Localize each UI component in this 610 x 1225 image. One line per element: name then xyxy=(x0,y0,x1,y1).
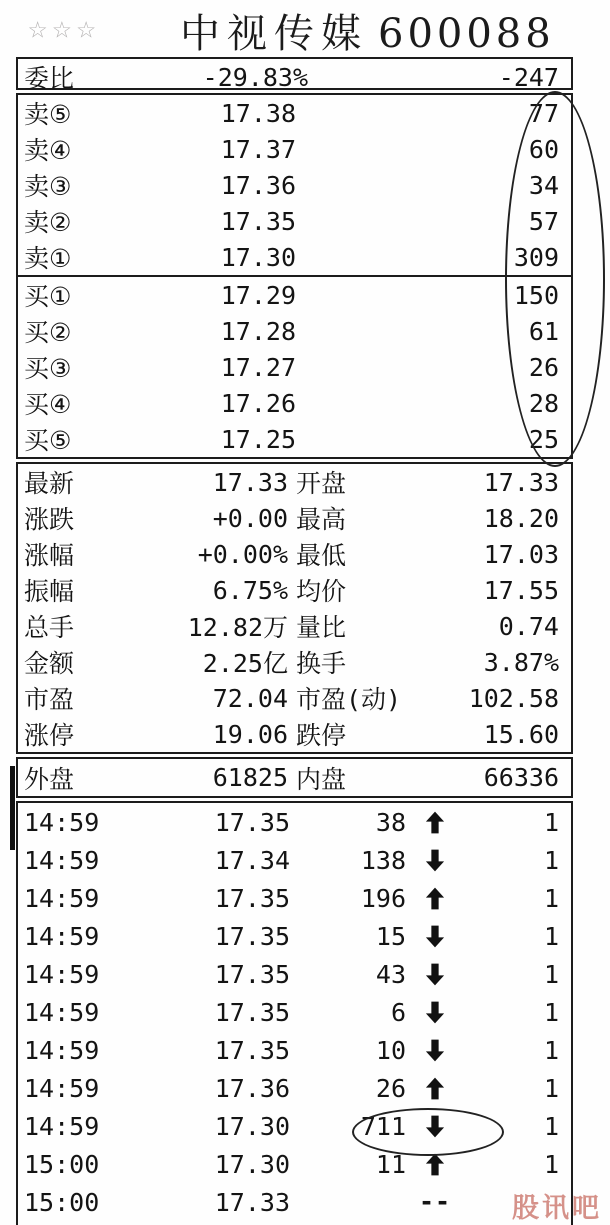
tick-time: 14:59 xyxy=(24,845,100,875)
tick-row[interactable] xyxy=(24,1145,571,1183)
volume: 57 xyxy=(528,206,559,236)
price: 17.37 xyxy=(220,134,296,164)
stat-value-2: 18.20 xyxy=(483,503,559,533)
stat-value-2: 15.60 xyxy=(483,719,559,749)
tick-volume: 6 xyxy=(390,997,406,1027)
tick-count: 1 xyxy=(543,845,559,875)
tick-volume: 138 xyxy=(360,845,406,875)
tick-price: 17.35 xyxy=(214,1035,290,1065)
tick-price: 17.35 xyxy=(214,959,290,989)
outer-label: 外盘 xyxy=(24,764,75,794)
tick-time: 14:59 xyxy=(24,921,100,951)
tick-price: 17.35 xyxy=(214,883,290,913)
inner-label: 内盘 xyxy=(296,764,347,794)
weibi-row[interactable] xyxy=(24,59,571,93)
tick-direction xyxy=(406,1001,464,1024)
tick-volume: 43 xyxy=(375,959,406,989)
level-label: 卖③ xyxy=(24,172,72,201)
stat-label-2: 最高 xyxy=(296,505,347,534)
tick-row[interactable] xyxy=(24,955,571,993)
stat-label-1: 市盈 xyxy=(24,685,75,714)
stat-label-2: 市盈(动) xyxy=(296,685,402,714)
tick-time: 14:59 xyxy=(24,997,100,1027)
stats-row[interactable] xyxy=(24,464,571,500)
volume: 60 xyxy=(528,134,559,164)
stat-value-1: 2.25亿 xyxy=(202,649,288,678)
outer-value: 61825 xyxy=(212,763,288,792)
price: 17.28 xyxy=(220,316,296,346)
stat-value-1: 17.33 xyxy=(212,467,288,497)
up-arrow-icon xyxy=(425,1077,445,1100)
up-arrow-icon xyxy=(425,811,445,834)
tick-price: 17.35 xyxy=(214,997,290,1027)
stat-value-2: 17.03 xyxy=(483,539,559,569)
watermark: 股讯吧 xyxy=(512,1193,602,1224)
stats-row[interactable] xyxy=(24,644,571,680)
stat-label-2: 均价 xyxy=(296,577,347,606)
stat-value-1: +0.00% xyxy=(197,539,288,569)
tick-volume: 11 xyxy=(375,1149,406,1179)
volume: 61 xyxy=(528,316,559,346)
tick-count: 1 xyxy=(543,1035,559,1065)
down-arrow-icon xyxy=(425,963,445,986)
tick-row[interactable] xyxy=(24,803,571,841)
price: 17.30 xyxy=(220,242,296,272)
tick-volume: 38 xyxy=(375,807,406,837)
stats-row[interactable] xyxy=(24,716,571,752)
stock-name: 中视传媒 xyxy=(180,11,368,57)
price: 17.29 xyxy=(220,280,296,310)
inner-outer-row[interactable] xyxy=(24,759,571,796)
buy-row[interactable] xyxy=(18,349,571,385)
tick-row[interactable] xyxy=(24,993,571,1031)
stat-label-1: 总手 xyxy=(24,613,75,642)
weibi-percent: -29.83% xyxy=(202,62,308,92)
sell-row[interactable] xyxy=(18,239,571,275)
level-label: 卖④ xyxy=(24,136,72,165)
volume: 28 xyxy=(528,388,559,418)
stat-label-2: 最低 xyxy=(296,541,347,570)
stat-label-1: 振幅 xyxy=(24,577,75,606)
tick-direction xyxy=(406,925,464,948)
level-label: 买④ xyxy=(24,390,72,419)
tick-price: 17.33 xyxy=(214,1187,290,1217)
tick-row[interactable] xyxy=(24,841,571,879)
tick-volume: 26 xyxy=(375,1073,406,1103)
tick-direction xyxy=(406,849,464,872)
down-arrow-icon xyxy=(425,1039,445,1062)
price: 17.36 xyxy=(220,170,296,200)
tick-direction xyxy=(406,963,464,986)
tick-count: 1 xyxy=(543,997,559,1027)
tick-price: 17.35 xyxy=(214,807,290,837)
tick-count: 1 xyxy=(543,921,559,951)
stats-box xyxy=(16,462,573,754)
tick-count: 1 xyxy=(543,1111,559,1141)
stats-row[interactable] xyxy=(24,572,571,608)
tick-direction xyxy=(406,1153,464,1176)
down-arrow-icon xyxy=(425,925,445,948)
stat-value-2: 17.33 xyxy=(483,467,559,497)
price: 17.26 xyxy=(220,388,296,418)
stats-row[interactable] xyxy=(24,608,571,644)
tick-row[interactable] xyxy=(24,917,571,955)
tick-volume: 10 xyxy=(375,1035,406,1065)
no-direction-dash: -- xyxy=(418,1187,452,1216)
stat-value-1: +0.00 xyxy=(212,503,288,533)
sell-row[interactable] xyxy=(18,95,571,131)
inner-value: 66336 xyxy=(483,763,559,792)
annotation-ellipse-711-tick xyxy=(352,1108,504,1156)
stats-row[interactable] xyxy=(24,500,571,536)
tick-price: 17.34 xyxy=(214,845,290,875)
buy-row[interactable] xyxy=(18,385,571,421)
tick-price: 17.35 xyxy=(214,921,290,951)
tick-price: 17.30 xyxy=(214,1111,290,1141)
weibi-box xyxy=(16,57,573,93)
level-label: 卖② xyxy=(24,208,72,237)
level-label: 卖⑤ xyxy=(24,100,72,129)
price: 17.35 xyxy=(220,206,296,236)
stat-value-2: 17.55 xyxy=(483,575,559,605)
tick-time: 14:59 xyxy=(24,1035,100,1065)
tick-time: 14:59 xyxy=(24,883,100,913)
stat-value-1: 72.04 xyxy=(212,683,288,713)
stat-value-2: 3.87% xyxy=(483,647,559,677)
annotation-ellipse-orderbook-volumes xyxy=(505,91,605,467)
stat-value-1: 6.75% xyxy=(212,575,288,605)
volume: 77 xyxy=(528,98,559,128)
tick-time: 14:59 xyxy=(24,807,100,837)
stat-label-2: 开盘 xyxy=(296,469,347,498)
tick-time: 14:59 xyxy=(24,1111,100,1141)
tick-direction xyxy=(406,1077,464,1100)
tick-count: 1 xyxy=(543,807,559,837)
volume: 34 xyxy=(528,170,559,200)
stats-row[interactable] xyxy=(24,536,571,572)
sell-row[interactable] xyxy=(18,203,571,239)
tick-time: 14:59 xyxy=(24,959,100,989)
buy-row[interactable] xyxy=(18,421,571,457)
weibi-label: 委比 xyxy=(24,64,75,93)
tick-time: 15:00 xyxy=(24,1187,100,1217)
sell-row[interactable] xyxy=(18,167,571,203)
tick-direction xyxy=(406,887,464,910)
level-label: 买② xyxy=(24,318,72,347)
sell-row[interactable] xyxy=(18,131,571,167)
stat-value-1: 19.06 xyxy=(212,719,288,749)
tick-count: 1 xyxy=(543,1149,559,1179)
level-label: 买⑤ xyxy=(24,426,72,455)
stat-label-2: 换手 xyxy=(296,649,347,678)
stats-row[interactable] xyxy=(24,680,571,716)
tick-direction xyxy=(406,1039,464,1062)
buy-row[interactable] xyxy=(18,313,571,349)
stat-label-2: 量比 xyxy=(296,613,347,642)
stat-value-2: 102.58 xyxy=(468,683,559,713)
buy-rows xyxy=(18,275,571,457)
down-arrow-icon xyxy=(425,1001,445,1024)
tick-count: 1 xyxy=(543,1073,559,1103)
tick-price: 17.36 xyxy=(214,1073,290,1103)
stat-value-1: 12.82万 xyxy=(187,613,288,642)
sell-rows xyxy=(18,95,571,275)
stock-code: 600088 xyxy=(378,11,555,57)
header xyxy=(0,0,610,57)
page-title xyxy=(180,2,555,59)
tick-volume: 711 xyxy=(360,1111,406,1141)
level-label: 买③ xyxy=(24,354,72,383)
tick-row[interactable] xyxy=(24,1069,571,1107)
stat-label-2: 跌停 xyxy=(296,721,347,750)
stat-label-1: 涨停 xyxy=(24,721,75,750)
stat-label-1: 涨跌 xyxy=(24,505,75,534)
down-arrow-icon xyxy=(425,849,445,872)
tick-list[interactable] xyxy=(16,801,573,1225)
price: 17.25 xyxy=(220,424,296,454)
tick-count: 1 xyxy=(543,959,559,989)
price: 17.27 xyxy=(220,352,296,382)
stat-label-1: 最新 xyxy=(24,469,75,498)
tick-direction xyxy=(406,1183,464,1221)
tick-row[interactable] xyxy=(24,879,571,917)
tick-row[interactable] xyxy=(24,1031,571,1069)
cursor-bar xyxy=(10,766,15,850)
volume: 150 xyxy=(513,280,559,310)
price: 17.38 xyxy=(220,98,296,128)
weibi-net: -247 xyxy=(498,62,559,92)
level-label: 卖① xyxy=(24,244,72,273)
stat-label-1: 涨幅 xyxy=(24,541,75,570)
inner-outer-box xyxy=(16,757,573,798)
tick-count: 1 xyxy=(543,883,559,913)
buy-row[interactable] xyxy=(18,277,571,313)
tick-volume: 15 xyxy=(375,921,406,951)
stat-label-1: 金额 xyxy=(24,649,75,678)
tick-volume: 196 xyxy=(360,883,406,913)
order-book xyxy=(16,93,573,459)
level-label: 买① xyxy=(24,282,72,311)
tick-row[interactable] xyxy=(24,1183,571,1221)
tick-direction xyxy=(406,811,464,834)
volume: 309 xyxy=(513,242,559,272)
volume: 26 xyxy=(528,352,559,382)
tick-time: 14:59 xyxy=(24,1073,100,1103)
tick-time: 15:00 xyxy=(24,1149,100,1179)
up-arrow-icon xyxy=(425,887,445,910)
volume: 25 xyxy=(528,424,559,454)
stat-value-2: 0.74 xyxy=(498,611,559,641)
tick-price: 17.30 xyxy=(214,1149,290,1179)
rating-stars-icon: ☆☆☆ xyxy=(28,8,101,46)
